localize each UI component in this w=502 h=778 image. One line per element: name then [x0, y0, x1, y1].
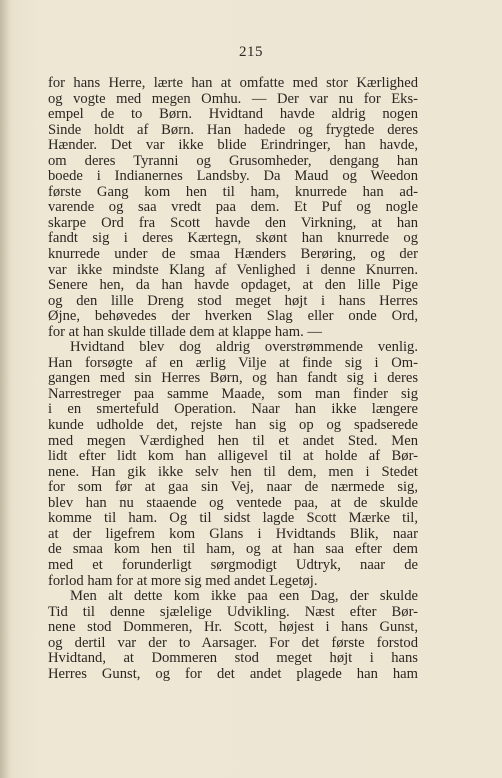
- text-line: empel de to Børn. Hvidtand havde aldrig nogen: [48, 106, 418, 123]
- text-line: for at han skulde tillade dem at klappe ham. —: [48, 323, 322, 340]
- text-line: for som før at gaa sin Vej, naar de nærmede sig,: [48, 479, 418, 496]
- text-line: Herres Gunst, og for det andet plagede han ham: [48, 665, 418, 682]
- text-line: i en smertefuld Operation. Naar han ikke længere: [48, 401, 418, 418]
- text-line: og dertil var der to Aarsager. For det første forstod: [48, 634, 418, 651]
- text-line: nene. Han gik ikke selv hen til dem, men i Stedet: [48, 463, 418, 480]
- body-text: [48, 76, 418, 682]
- text-line: Senere hen, da han havde opdaget, at den lille Pige: [48, 277, 418, 294]
- text-line: var ikke mindste Klang af Venlighed i denne Knurren.: [48, 261, 418, 278]
- text-line: Narrestreger paa samme Maade, som man finder sig: [48, 385, 418, 402]
- text-line: nene stod Dommeren, Hr. Scott, højest i hans Gunst,: [48, 619, 418, 636]
- text-line: forlod ham for at more sig med andet Legetøj.: [48, 572, 318, 589]
- text-line: skarpe Ord fra Scott havde den Virkning, at han: [48, 214, 418, 231]
- text-line: om deres Tyranni og Grusomheder, dengang han: [48, 152, 418, 169]
- text-line: fandt sig i deres Kærtegn, skønt han knurrede og: [48, 230, 418, 247]
- text-line: Tid til denne sjælelige Udvikling. Næst efter Bør-: [48, 603, 418, 620]
- text-line: første Gang kom hen til ham, knurrede han ad-: [48, 183, 418, 200]
- text-line: boede i Indianernes Landsby. Da Maud og Weedon: [48, 168, 418, 185]
- gutter-shadow: [0, 0, 10, 778]
- text-line: varende og saa vredt paa dem. Et Puf og nogle: [48, 199, 418, 216]
- text-line: Sinde holdt af Børn. Han hadede og frygtede deres: [48, 121, 418, 138]
- text-line: og vogte med megen Omhu. — Der var nu for Eks-: [48, 90, 418, 107]
- page-number: 215: [239, 44, 263, 60]
- text-line: og den lille Dreng stod meget højt i hans Herres: [48, 292, 418, 309]
- text-line: blev han nu staaende og ventede paa, at de skulde: [48, 494, 418, 511]
- text-line: Men alt dette kom ikke paa een Dag, der skulde: [70, 588, 418, 605]
- text-line: Hvidtand, at Dommeren stod meget højt i hans: [48, 650, 418, 667]
- text-line: med megen Værdighed hen til et andet Sted. Men: [48, 432, 418, 449]
- text-line: de smaa kom hen til ham, og at han saa efter dem: [48, 541, 418, 558]
- text-line: med et forunderligt sørgmodigt Udtryk, naar de: [48, 556, 418, 573]
- text-line: Han forsøgte af en ærlig Vilje at finde sig i Om-: [48, 354, 418, 371]
- text-line: Øjne, behøvedes der hverken Slag eller onde Ord,: [48, 308, 418, 325]
- text-line: lidt efter lidt kom han alligevel til at holde af Bør-: [48, 448, 418, 465]
- text-line: Hvidtand blev dog aldrig overstrømmende venlig.: [70, 339, 418, 356]
- text-line: for hans Herre, lærte han at omfatte med stor Kærlighed: [48, 75, 418, 91]
- text-line: gangen med sin Herres Børn, og han fandt sig i deres: [48, 370, 418, 387]
- text-line: komme til ham. Og til sidst lagde Scott Mærke til,: [48, 510, 418, 527]
- text-line: kunde udholde det, rejste han sig op og spadserede: [48, 417, 418, 434]
- text-line: at der ligefrem kom Glans i Hvidtands Blik, naar: [48, 525, 418, 542]
- text-line: knurrede under de smaa Hænders Berøring, og der: [48, 246, 418, 263]
- text-line: Hænder. Det var ikke blide Erindringer, han havde,: [48, 137, 418, 154]
